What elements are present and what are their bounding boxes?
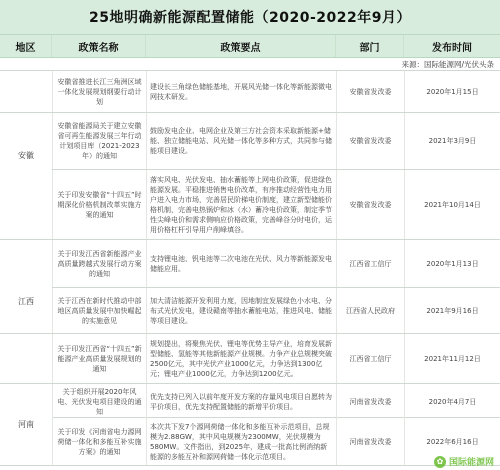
department-cell: 安徽省发改委 [336,170,404,239]
header-policy-points: 政策要点 [146,35,336,57]
source-note: 来源：国际能源网/光伏头条 [0,58,500,71]
watermark [434,455,494,468]
header-date: 发布时间 [432,42,472,54]
policy-name-cell: 关于江西在新时代推动中部地区高质量发展中加快崛起的实施意见 [52,288,146,333]
table-row [0,170,500,240]
policy-name-cell: 安徽省推进长江三角洲区域一体化发展规划纲要行动计划 [52,71,146,112]
table-row [0,334,500,384]
policy-name-cell: 关于印发安徽省“十四五”时期深化价格机制改革实施方案的通知 [52,170,146,239]
region-label-henan: 河南 [0,409,52,439]
region-cell [0,334,52,383]
department-cell: 河南省发改委 [336,384,404,420]
date-cell: 2021年11月12日 [404,334,500,383]
table-row [0,418,500,466]
policy-name-cell: 安徽省能源局关于建立安徽省可再生能源发展三年行动计划项目库（2021-2023年）的通知 [52,113,146,169]
region-label-jiangxi: 江西 [0,281,52,321]
policy-points-cell: 加大清洁能源开发利用力度，因地制宜发展绿色小水电、分布式光伏发电，建设赣南等抽水蓄能电站，推进风电、储能等项目建设。 [146,288,336,333]
region-cell [0,240,52,287]
table-row [0,71,500,113]
department-cell: 安徽省发改委 [336,71,404,112]
policy-points-cell: 优先支持已列入以前年度开发方案的存量风电项目自愿转为平价项目，优先支持配置储能的新增平价项目。 [146,384,336,420]
policy-table-body [0,71,500,466]
policy-points-cell: 规划提出，将聚焦光伏、锂电等优势主导产业，培育发展新型储能、氢能等其他新能源产业规模。力争产业总规模突破2500亿元，其中光伏产业1000亿元，力争达到1300亿元；锂电产业1000亿元，力争达到1200亿元。 [146,334,336,383]
table-row [0,288,500,334]
table-title: 25地明确新能源配置储能（2020-2022年9月） [0,0,500,34]
table-row [0,240,500,288]
department-cell: 江西省工信厅 [336,240,404,287]
header-region: 地区 [0,35,52,57]
region-cell [0,170,52,239]
policy-name-cell: 关于印发江西省“十四五”新能源产业高质量发展规划的通知 [52,334,146,383]
policy-name-cell: 关于印发《河南省电力源网荷储一体化和多能互补实施方案》的通知 [52,418,146,465]
policy-points-cell: 鼓励发电企业、电网企业及第三方社会资本采取新能源+储能、独立储能电站、风光储一体化等多种方式，共同参与储能项目建设。 [146,113,336,169]
policy-points-cell: 支持锂电池、钒电池等二次电池在光伏、风力等新能源发电储能应用。 [146,240,336,287]
watermark-text: 国际能源网 [448,458,494,468]
date-cell: 2021年10月14日 [404,170,500,239]
date-cell: 2021年9月16日 [404,288,500,333]
date-cell: 2022年6月16日 [404,418,500,465]
policy-name-cell: 关于组织开展2020年风电、光伏发电项目建设的通知 [52,384,146,420]
department-cell: 河南省发改委 [336,418,404,465]
table-header [0,34,500,58]
department-cell: 安徽省发改委 [336,113,404,169]
date-cell: 2020年4月7日 [404,384,500,420]
policy-points-cell: 落实风电、光伏发电、抽水蓄能等上网电价政策，促进绿色能源发展。平稳推进销售电价改革，有序推动经营性电力用户进入电力市场，完善居民阶梯电价制度，建立新型储能价格机制，完善电热锅炉和冰（水）蓄冷电价政策，制定季节性尖峰电价和需求侧响应价格政策，完善峰谷分时电价，运用价格杠杆引导用户削峰填谷。 [146,170,336,239]
region-cell [0,71,52,112]
header-policy-name: 政策名称 [52,35,146,57]
policy-points-cell: 本次共下发7个源网荷储一体化和多能互补示范项目，总规模为2.88GW，其中风电规模为2300MW，光伏规模为580MW。文件指出，到2025年，建成一批高比例消纳新能源的多能互补和源网荷储一体化示范项目。 [146,418,336,465]
department-cell: 江西省人民政府 [336,288,404,333]
table-row [0,113,500,170]
region-label-anhui: 安徽 [0,131,52,179]
header-department: 部门 [336,35,404,57]
table-row [0,384,500,418]
department-cell: 江西省工信厅 [336,334,404,383]
date-cell: 2020年1月13日 [404,240,500,287]
leaf-circle-icon: ✿ [434,456,446,468]
date-cell: 2020年1月15日 [404,71,500,112]
policy-name-cell: 关于印发江西省新能源产业高质量跨越式发展行动方案的通知 [52,240,146,287]
policy-points-cell: 建设长三角绿色储能基地，开展风光储一体化等新能源微电网技术研发。 [146,71,336,112]
date-cell: 2021年3月9日 [404,113,500,169]
